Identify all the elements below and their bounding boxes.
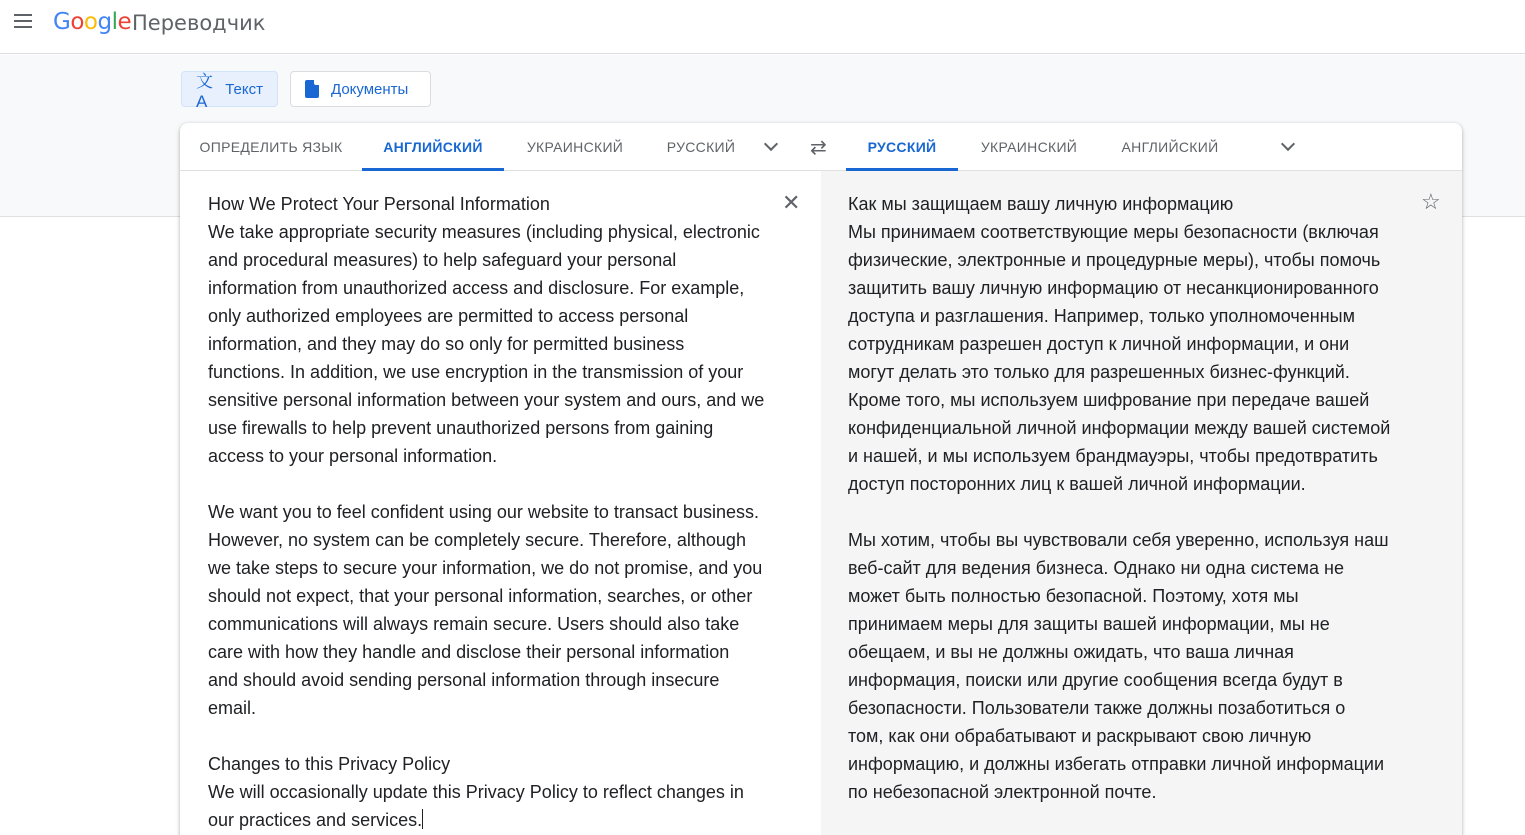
translated-text: Как мы защищаем вашу личную информацию Мы принимаем соответствующие меры безопасности (включая физические, электронные и процедурные меры), чтобы помочь защитить вашу личную информацию от несанкционированного доступа и разглашения. Например, только уполномоченным сотрудникам разрешен доступ к личной информации, и они могут делать это только для разрешенных бизнес-функций. Кроме того, мы используем шифрование при передаче вашей конфиденциальной личной информации между вашей системой и нашей, и мы используем брандмауэры, чтобы предотвратить доступ посторонних лиц к вашей личной информации. Мы хотим, чтобы вы чувствовали себя уверенно, используя наш веб-сайт для ведения бизнеса. Однако ни одна система не может быть полностью безопасной. Поэтому, хотя мы принимаем меры для защиты вашей информации, мы не обещаем, и вы не должны ожидать, что ваша личная информация, поиски или другие сообщения всегда будут в безопасности. Пользователи также должны позаботиться о том, как они обрабатывают и раскрывают свою личную информацию, и должны избегать отправки личной информации по небезопасной электронной почте. [848,194,1391,802]
top-app-bar [0,0,1525,54]
close-icon[interactable]: ✕ [782,190,801,215]
text-mode-label: Текст [225,80,263,98]
tab-detect-language[interactable]: ОПРЕДЕЛИТЬ ЯЗЫК [199,139,343,155]
language-bar [180,123,1462,171]
text-caret [422,809,423,829]
star-icon[interactable]: ☆ [1421,189,1441,214]
logo-letter: g [97,9,112,35]
source-text: How We Protect Your Personal Information We take appropriate security measures (including physical, electronic and procedural measures) to help safeguard your personal information from unauthorized access and disclosure. For example, only authorized employees are permitted to access personal information, and they may do so only for permitted business functions. In addition, we use encryption in the transmission of your sensitive personal information between your system and ours, and we use firewalls to help prevent unauthorized persons from gaining access to your personal information. We want you to feel confident using our website to transact business. However, no system can be completely secure. Therefore, although we take steps to secure your information, we do not promise, and you should not expect, that your personal information, searches, or other communications will always remain secure. Users should also take care with how they handle and disclose their personal information and should avoid sending personal information through insecure email. Changes to this Privacy Policy We will occasionally update this Privacy Policy to reflect changes in our practices and services. [208,194,765,830]
logo-letter: o [70,9,84,35]
translation-card [180,123,1462,835]
document-icon [305,80,319,98]
logo-letter: e [117,9,132,35]
documents-mode-button[interactable] [290,71,431,107]
target-more-languages-chevron-down-icon[interactable] [1280,139,1296,155]
tab-target-ukrainian[interactable]: УКРАИНСКИЙ [980,139,1078,155]
tab-target-russian[interactable]: РУССКИЙ [846,123,958,171]
tab-source-russian[interactable]: РУССКИЙ [666,139,736,155]
product-name: Переводчик [132,11,266,35]
source-panel [180,171,821,835]
source-more-languages-chevron-down-icon[interactable] [763,139,779,155]
source-text-input[interactable] [208,190,778,834]
logo-letter: G [53,9,71,35]
swap-icon[interactable]: ⇄ [810,137,827,159]
logo-letter: l [111,9,118,35]
tab-source-english[interactable]: АНГЛИЙСКИЙ [362,123,504,171]
tab-source-ukrainian[interactable]: УКРАИНСКИЙ [526,139,624,155]
google-logo[interactable] [53,9,131,35]
logo-letter: o [83,9,98,35]
translate-icon: 文A [196,71,213,111]
target-panel [821,171,1462,835]
tab-target-english[interactable]: АНГЛИЙСКИЙ [1121,139,1219,155]
menu-icon[interactable] [14,14,36,32]
documents-mode-label: Документы [331,80,409,98]
text-mode-button[interactable] [181,71,278,111]
